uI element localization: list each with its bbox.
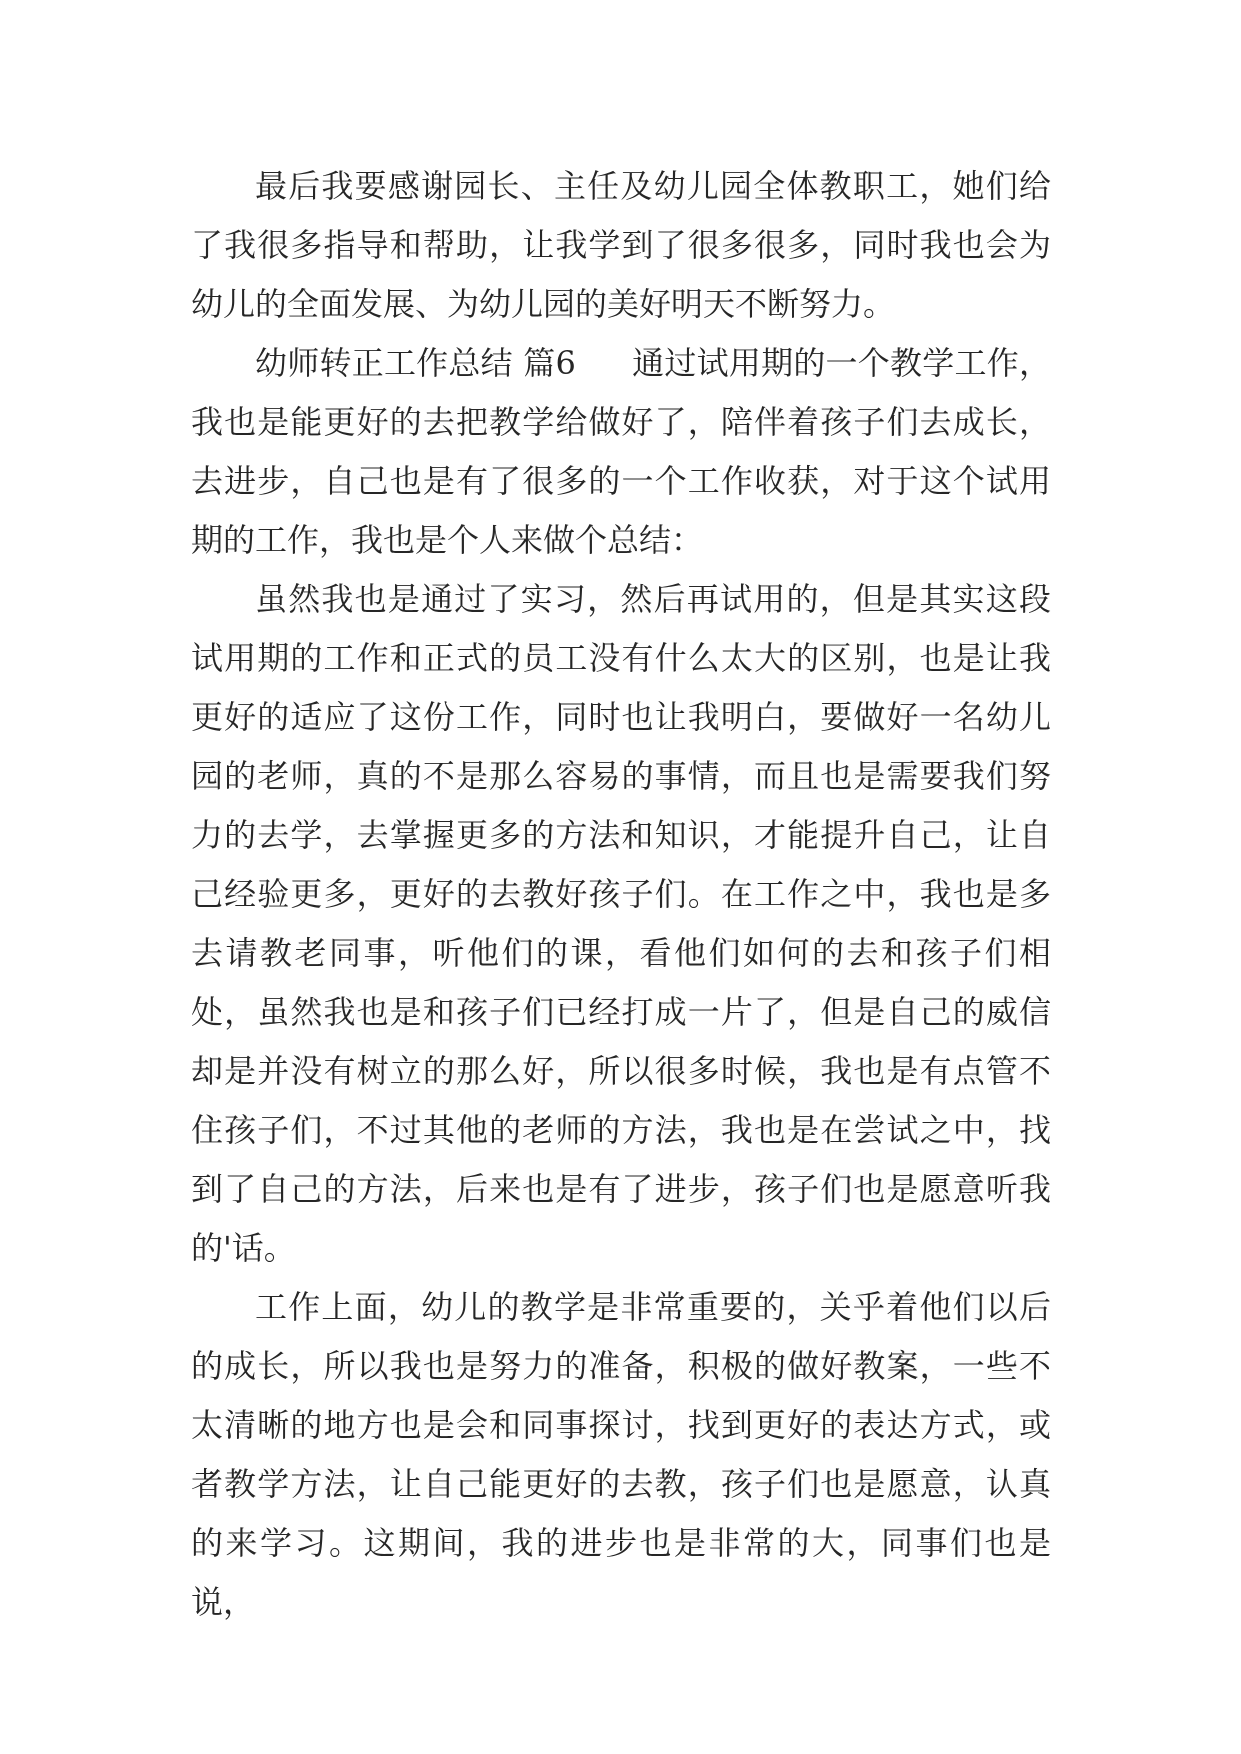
paragraph-text: 最后我要感谢园长、主任及幼儿园全体教职工，她们给了我很多指导和帮助，让我学到了很多很多，同时我也会为幼儿的全面发展、为幼儿园的美好明天不断努力。 [191,167,1051,323]
section-heading: 幼师转正工作总结 篇6 [255,344,576,382]
paragraph-text: 虽然我也是通过了实习，然后再试用的，但是其实这段试用期的工作和正式的员工没有什么太大的区别，也是让我更好的适应了这份工作，同时也让我明白，要做好一名幼儿园的老师，真的不是那么容易的事情，而且也是需要我们努力的去学，去掌握更多的方法和知识，才能提升自己，让自己经验更多，更好的去教好孩子们。在工作之中，我也是多去请教老同事，听他们的课，看他们如何的去和孩子们相处，虽然我也是和孩子们已经打成一片了，但是自己的威信却是并没有树立的那么好，所以很多时候，我也是有点管不住孩子们，不过其他的老师的方法，我也是在尝试之中，找到了自己的方法，后来也是有了进步，孩子们也是愿意听我的'话。 [191,580,1051,1267]
paragraph-text: 工作上面，幼儿的教学是非常重要的，关乎着他们以后的成长，所以我也是努力的准备，积极的做好教案，一些不太清晰的地方也是会和同事探讨，找到更好的表达方式，或者教学方法，让自己能更好的去教，孩子们也是愿意，认真的来学习。这期间，我的进步也是非常的大，同事们也是说， [191,1288,1051,1621]
paragraph-text: 通过试用期的一个教学工作，我也是能更好的去把教学给做好了，陪伴着孩子们去成长，去进步，自己也是有了很多的一个工作收获，对于这个试用期的工作，我也是个人来做个总结： [191,344,1051,559]
paragraph-probation [191,570,1051,1278]
paragraph-teaching [191,1278,1051,1632]
paragraph-thanks [191,157,1051,334]
paragraph-section-6 [191,334,1051,570]
document-body [191,157,1051,1632]
